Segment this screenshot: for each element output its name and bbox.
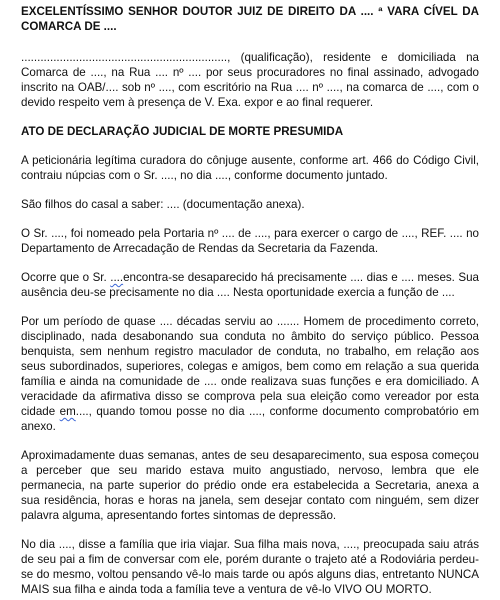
paragraph-service-record-start: Por um período de quase .... décadas serviu ao ....... Homem de procedimento correto, disciplinado, nada desabonando sua conduta no âmbito do serviço público. Pessoa benquista, sem nenhum registro maculador de conduta, no trabalho, em relação aos seus subordinados, superiores, colegas e amigos, bem como em relação a sua querida família e ainda na comunidade de .... onde realizava suas funções e era domiciliado. A veracidade da afirmativa disso se comprova pela sua eleição como vereador por esta cidade <box>21 315 479 418</box>
paragraph-disappearance-end: encontra-se desaparecido há precisamente .... dias e .... meses. Sua ausência deu-se precisamente no dia .... Nesta oportunidade exercia a função de .... <box>21 271 479 299</box>
paragraph-service-record-end: ...., quando tomou posse no dia ...., conforme documento comprobatório em anexo. <box>21 405 479 433</box>
spellcheck-flagged-word[interactable]: em <box>59 405 76 418</box>
paragraph-disappearance-start: Ocorre que o Sr. <box>21 271 111 284</box>
paragraph-children: São filhos do casal a saber: .... (documentação anexa). <box>21 198 305 211</box>
paragraph-appointment: O Sr. ...., foi nomeado pela Portaria nº .... de ...., para exercer o cargo de ...., REF. .... no Departamento de Arrecadação de Rendas da Secretaria da Fazenda. <box>21 227 479 255</box>
paragraph-curator: A peticionária legítima curadora do cônjuge ausente, conforme art. 466 do Código Civil, contraiu núpcias com o Sr. ...., no dia ...., conforme documento juntado. <box>21 154 479 182</box>
paragraph-disappearance <box>21 270 479 300</box>
paragraph-symptoms: Aproximadamente duas semanas, antes de seu desaparecimento, sua esposa começou a perceber que seu marido estava muito angustiado, nervoso, lembra que ele permanecia, na parte superior do prédio onde era estabelecida a Secretaria, anexa a sua residência, horas e horas na janela, sem desejar contato com ninguém, sem dizer palavra alguma, apresentando fortes sintomas de depressão. <box>21 449 479 522</box>
intro-paragraph: ................................................................, (qualificação), residente e domiciliada na Comarca de ...., na Rua .... nº .... por seus procuradores no final assinado, advogado inscrito na OAB/.... sob nº ...., com escritório na Rua .... nº ...., na comarca de ...., com o devido respeito vem à presença de V. Exa. expor e ao final requerer. <box>21 51 479 109</box>
addressee-heading: EXCELENTÍSSIMO SENHOR DOUTOR JUIZ DE DIREITO DA .... ª VARA CÍVEL DA COMARCA DE .... <box>21 5 479 33</box>
section-title: ATO DE DECLARAÇÃO JUDICIAL DE MORTE PRESUMIDA <box>21 125 344 138</box>
paragraph-last-seen: No dia ...., disse a família que iria viajar. Sua filha mais nova, ...., preocupada saiu atrás de seu pai a fim de conversar com ele, porém durante o trajeto até a Rodoviária perdeu-se do mesmo, voltou pensando vê-lo mais tarde ou após alguns dias, entretanto NUNCA MAIS sua filha e ainda toda a família teve a ventura de vê-lo VIVO OU MORTO. <box>21 538 479 596</box>
spellcheck-flagged-word[interactable]: .... <box>110 271 124 284</box>
paragraph-service-record <box>21 314 479 434</box>
